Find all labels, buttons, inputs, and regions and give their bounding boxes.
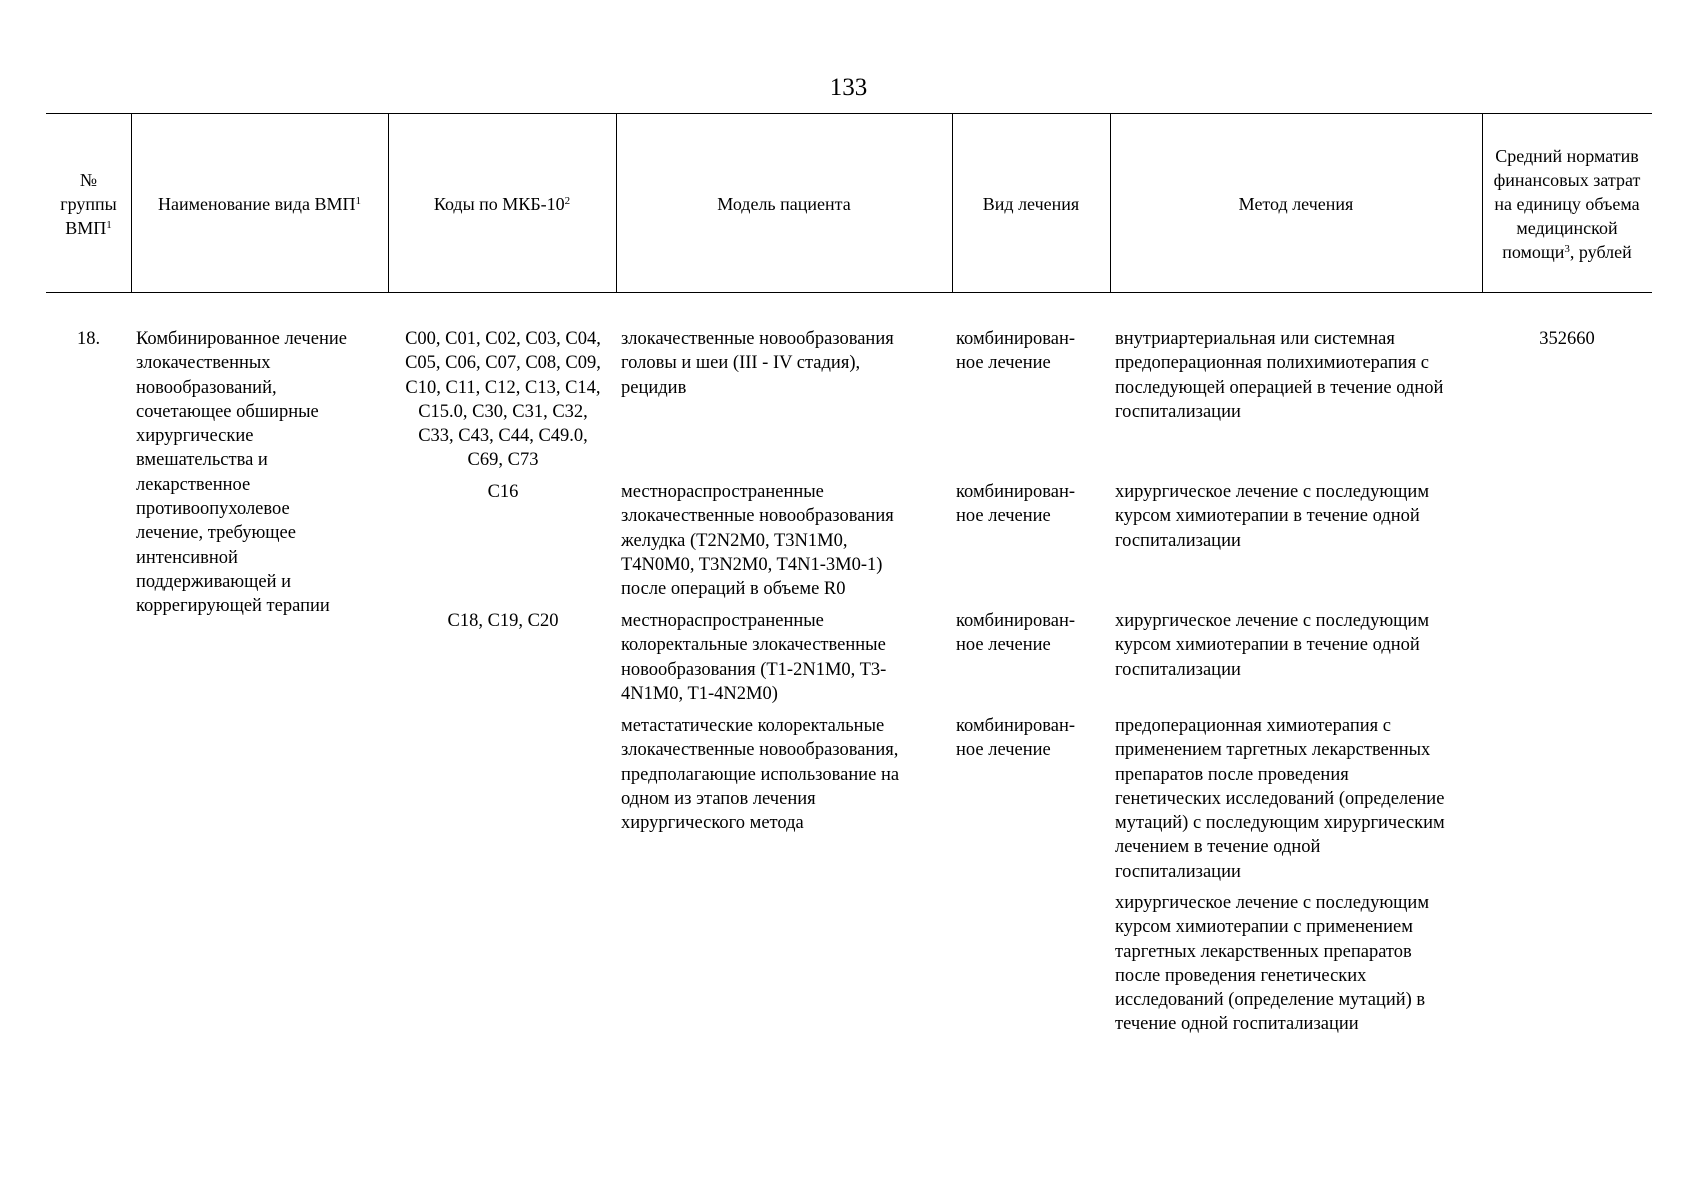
vmp-name: Комбинированное лечение злокачественных новообразований, сочетающее обширные хирургические вмешательства и лекарственное противоопухолевое лечение, требующее интенсивной поддерживающей и коррегирующей терапии [136,329,347,617]
group-number: 18. [76,329,101,349]
treatment-method: хирургическое лечение с последующим курсом химиотерапии в течение одной госпитализации [1115,611,1430,680]
treatment-method: внутриартериальная или системная предоперационная полихимиотерапия с последующей операцией в течение одной госпитализации [1115,329,1444,422]
header-icd-codes: Коды по МКБ-$10^2$ [433,193,571,214]
patient-model: метастатические колоректальные злокачественные новообразования, предполагающие использование на одном из этапов лечения хирургического метода [621,716,900,834]
treatment-method: хирургическое лечение с последующим курсом химиотерапии в течение одной госпитализации [1115,482,1430,551]
treatment-type: комбинирован- ное лечение [956,482,1076,527]
icd-codes: C00, C01, C02, C03, C04, C05, C06, C07, C08, C09, C10, C11, C12, C13, C14, C15.0, C30, C31, C32, C33, C43, C44, C49.0, C69, C73 [405,329,601,471]
average-cost: 352660 [1539,329,1595,349]
icd-codes: C18, C19, C20 [447,611,559,631]
treatment-type: комбинирован- ное лечение [956,716,1076,761]
header-average-cost: Средний норматив финансовых затрат на единицу объема медицинской помощи$^3$, рублей [1493,145,1641,262]
treatment-method: предоперационная химиотерапия с применением таргетных лекарственных препаратов после проведения генетических исследований (определение мутаций) с последующим хирургическим лечением в течение одной госпитализации [1115,716,1445,882]
header-treatment-method: Метод лечения [1238,193,1354,214]
patient-model: злокачественные новообразования головы и шеи (III - IV стадия), рецидив [621,329,894,398]
treatment-method: хирургическое лечение с последующим курсом химиотерапии с применением таргетных лекарственных препаратов после проведения генетических исследований (определение мутаций) в течение одной госпитализации [1115,893,1430,1035]
header-vmp-name: Наименование вида ВМП$^1$ [158,193,361,214]
treatment-type: комбинирован- ное лечение [956,329,1076,374]
header-patient-model: Модель пациента [717,193,851,214]
header-group-number: № группы ВМП$^1$ [60,169,117,238]
page-number: 133 [829,74,868,101]
patient-model: местнораспространенные колоректальные злокачественные новообразования (T1-2N1M0, T3- 4N1M0, T1-4N2M0) [621,611,887,704]
header-treatment-type: Вид лечения [982,193,1080,214]
treatment-type: комбинирован- ное лечение [956,611,1076,656]
icd-codes: C16 [487,482,519,502]
patient-model: местнораспространенные злокачественные новообразования желудка (T2N2M0, T3N1M0, T4N0M0, T3N2M0, T4N1-3M0-1) после операций в объеме R0 [621,482,894,600]
